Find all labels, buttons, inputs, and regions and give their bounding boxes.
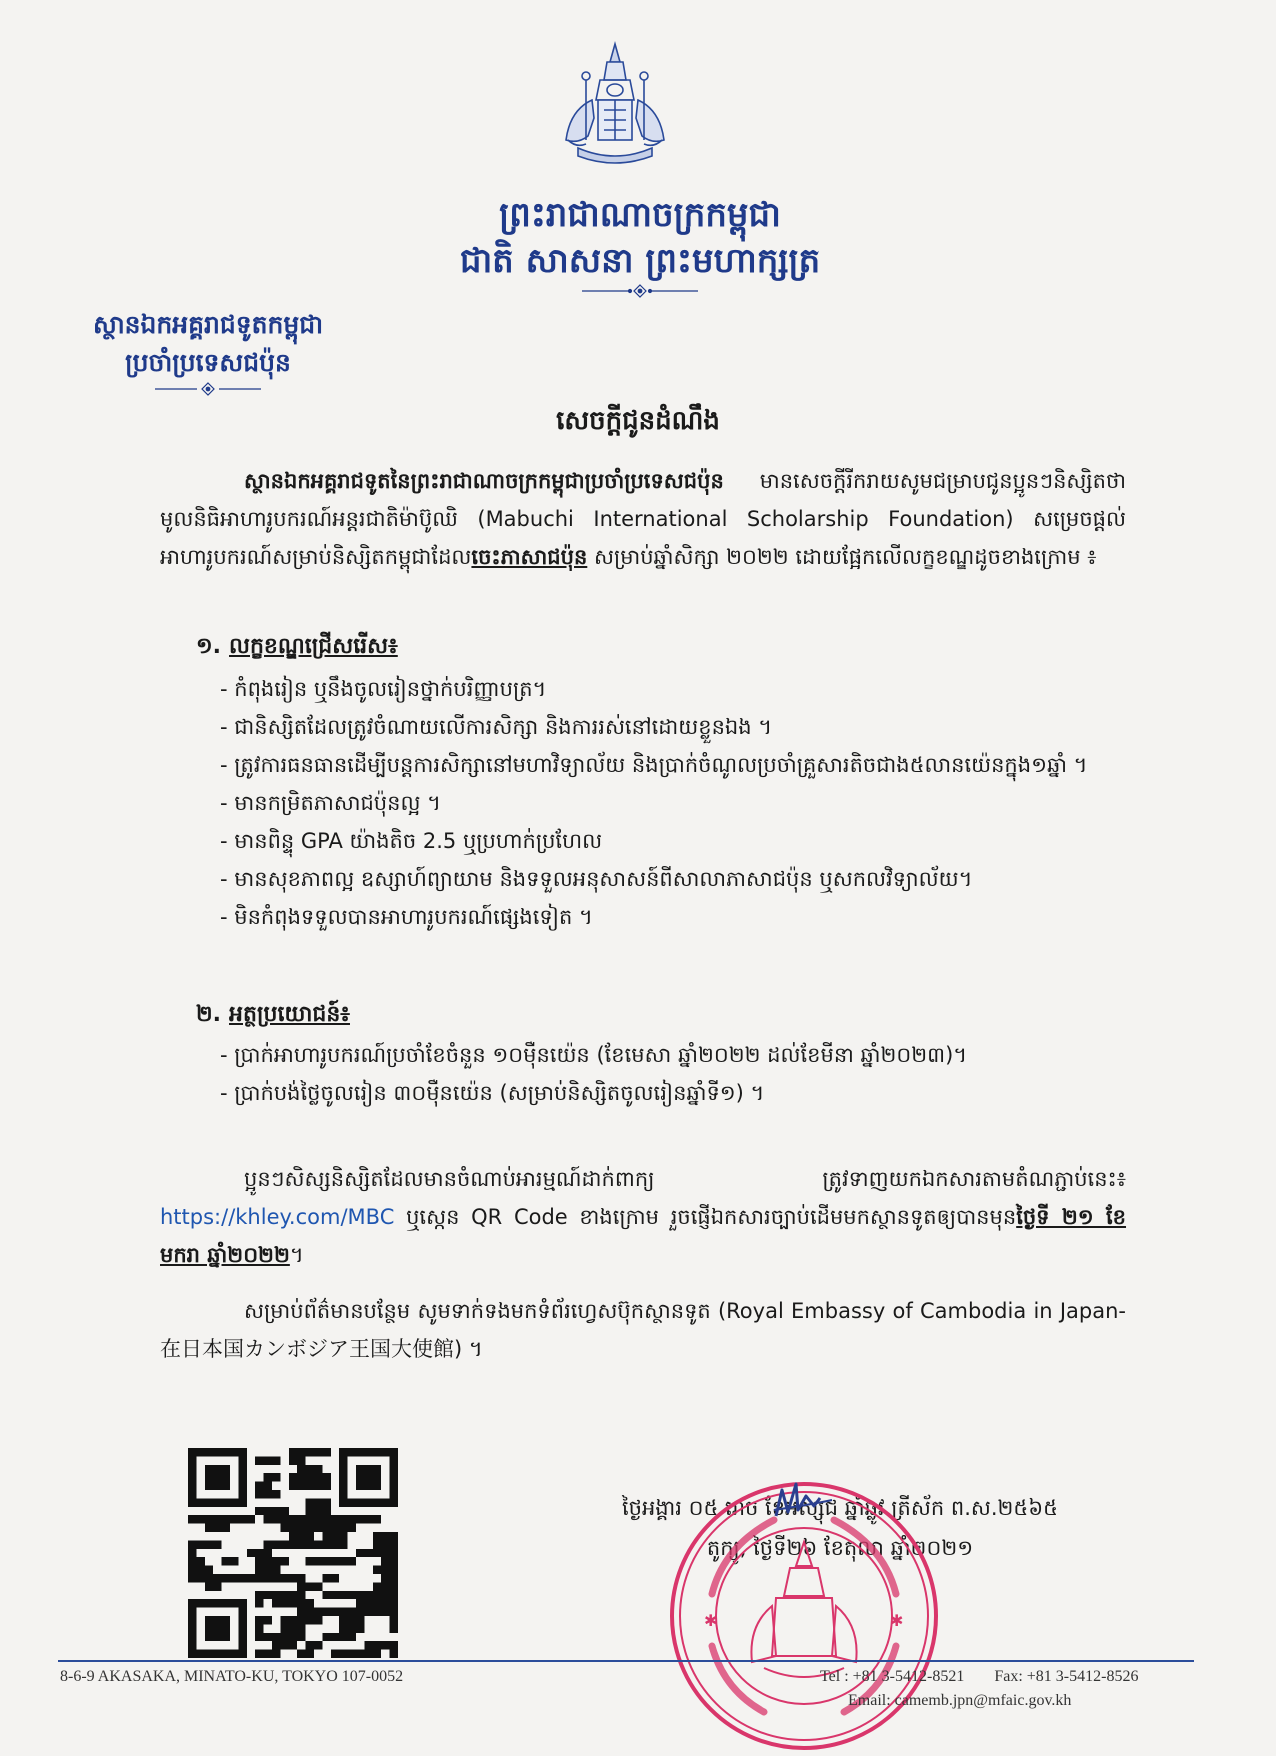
list-item: - ជានិស្សិតដែលត្រូវចំណាយលើការសិក្សា និងការរស់នៅដោយខ្លួនឯង ។ — [220, 715, 773, 739]
download-link[interactable]: https://khley.com/MBC — [160, 1205, 395, 1229]
deadline-date: ថ្ងៃទី ២១ ខែមករា ឆ្នាំ២០២២ — [160, 1205, 1127, 1267]
intro-text-2: សម្រាប់ឆ្នាំសិក្សា ២០២២ ដោយផ្អែកលើលក្ខខណ្ឌដូចខាងក្រោម ៖ — [587, 545, 1097, 569]
embassy-heading — [58, 306, 358, 396]
section-criteria-heading — [196, 632, 398, 664]
footer-address: 8-6-9 AKASAKA, MINATO-KU, TOKYO 107-0052 — [60, 1668, 404, 1685]
qr-code[interactable] — [188, 1448, 398, 1658]
list-item: - ប្រាក់អាហារូបករណ៍ប្រចាំខែចំនួន ១០ម៉ឺនយ៉េន (ខែមេសា ឆ្នាំ២០២២ ដល់ខែមីនា ឆ្នាំ២០២៣)។ — [220, 1043, 968, 1067]
kingdom-heading — [380, 192, 900, 298]
contact-paragraph: សម្រាប់ព័ត៌មានបន្ថែម សូមទាក់ទងមកទំព័រហ្វេសប៊ុកស្ថានទូត (Royal Embassy of Cambodia in Japan-在日本国カンボジア王国大使館) ។ — [160, 1299, 1126, 1361]
intro-paragraph — [160, 462, 1126, 576]
footer-fax: Fax: +81 3-5412-8526 — [994, 1668, 1139, 1685]
apply-text-1: ប្អូនៗសិស្សនិស្សិតដែលមានចំណាប់អារម្មណ៍ដាក់ពាក្យ ត្រូវទាញយកឯកសារតាមតំណភ្ជាប់នេះ៖ — [244, 1167, 1126, 1191]
official-stamp-icon — [664, 1476, 944, 1756]
list-item: - មានកម្រិតភាសាជប៉ុនល្អ ។ — [220, 791, 441, 815]
list-item: - មិនកំពុងទទួលបានអាហារូបករណ៍ផ្សេងទៀត ។ — [220, 905, 593, 929]
royal-emblem-icon — [548, 40, 682, 172]
section-number: ១. — [196, 634, 222, 659]
embassy-name-bold: ស្ថានឯកអគ្គរាជទូតនៃព្រះរាជាណាចក្រកម្ពុជាប្រចាំប្រទេសជប៉ុន — [244, 469, 724, 493]
section-label: លក្ខខណ្ឌជ្រើសរើស៖ — [229, 634, 398, 659]
list-item: - ត្រូវការធនធានដើម្បីបន្តការសិក្សានៅមហាវិទ្យាល័យ និងប្រាក់ចំណូលប្រចាំគ្រួសារតិចជាង៥លានយ៉េនក្នុង១ឆ្នាំ ។ — [220, 753, 1088, 777]
svg-text:✱: ✱ — [704, 1611, 718, 1630]
benefits-list — [220, 1036, 1140, 1112]
svg-text:✱: ✱ — [890, 1611, 904, 1630]
solar-date: តូក្យូ, ថ្ងៃទី២៦ ខែតុលា ឆ្នាំ២០២១ — [706, 1536, 974, 1560]
list-item: - ប្រាក់បង់ថ្លៃចូលរៀន ៣០ម៉ឺនយ៉េន (សម្រាប់និស្សិតចូលរៀនឆ្នាំទី១) ។ — [220, 1081, 765, 1105]
footer-tel: Tel : +81 3-5412-8521 — [820, 1668, 965, 1685]
list-item: - មានសុខភាពល្អ ឧស្សាហ៍ព្យាយាម និងទទួលអនុសាសន៍ពីសាលាភាសាជប៉ុន ឬសកលវិទ្យាល័យ។ — [220, 867, 973, 891]
ornament-divider-icon — [153, 382, 263, 396]
embassy-line-1: ស្ថានឯកអគ្គរាជទូតកម្ពុជា — [92, 310, 324, 339]
embassy-line-2: ប្រចាំប្រទេសជប៉ុន — [125, 348, 291, 377]
footer-email[interactable]: Email: camemb.jpn@mfaic.gov.kh — [848, 1692, 1072, 1709]
apply-paragraph — [160, 1160, 1126, 1274]
list-item: - កំពុងរៀន ឬនឹងចូលរៀនថ្នាក់បរិញ្ញាបត្រ។ — [220, 677, 547, 701]
lunar-date: ថ្ងៃអង្គារ ០៥ រោច ខែអស្សុជ ឆ្នាំឆ្លូវ ត្រីស័ក ព.ស.២៥៦៥ — [621, 1496, 1059, 1520]
footer-divider — [58, 1660, 1194, 1662]
footer-phone-fax — [820, 1668, 1138, 1686]
japanese-requirement: ចេះភាសាជប៉ុន — [471, 545, 588, 569]
list-item: - មានពិន្ទុ GPA យ៉ាងតិច 2.5 ឬប្រហាក់ប្រហែល — [220, 829, 603, 853]
apply-end-mark: ។ — [289, 1243, 304, 1267]
section-benefits-heading — [196, 1000, 350, 1032]
criteria-list — [220, 670, 1140, 936]
ornament-divider-icon — [580, 284, 700, 298]
section-label: អត្ថប្រយោជន៍៖ — [229, 1002, 350, 1027]
kingdom-line-1: ព្រះរាជាណាចក្រកម្ពុជា — [499, 195, 781, 235]
page-title: សេចក្តីជូនដំណឹង — [556, 406, 720, 436]
intro-text-1: មានសេចក្តីរីករាយសូមជម្រាបជូនប្អូនៗនិស្សិតថា មូលនិធិអាហារូបករណ៍អន្តរជាតិម៉ាប៊ូឈិ (Mabuchi International Scholarship Foundation) សម្រេចផ្តល់អាហារូបករណ៍សម្រាប់និស្សិតកម្ពុជាដែល — [160, 469, 1126, 569]
kingdom-motto: ជាតិ សាសនា ព្រះមហាក្សត្រ — [459, 241, 821, 281]
apply-text-2: ឬស្កេន QR Code ខាងក្រោម រួចផ្ញើឯកសារច្បាប់ដើមមកស្ថានទូតឲ្យបានមុន — [394, 1205, 1017, 1229]
section-number: ២. — [196, 1002, 222, 1027]
